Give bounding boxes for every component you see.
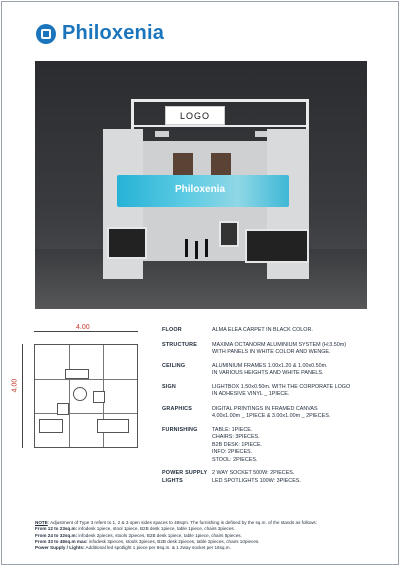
floor-plan <box>34 344 138 448</box>
plan-line <box>69 345 70 447</box>
banner-brand-text: Philoxenia <box>175 184 226 195</box>
spec-label: FURNISHING <box>162 427 198 433</box>
spec-value: ALMA ELEA CARPET IN BLACK COLOR. <box>212 327 313 333</box>
spec-label: GRAPHICS <box>162 406 193 412</box>
philoxenia-logo-icon <box>36 24 56 44</box>
spec-value: MAXIMA OCTANORM ALUMINIUM SYSTEM (H:3.50m) WITH PANELS IN WHITE COLOR AND WENGE. <box>212 342 347 356</box>
booth-sign <box>165 106 225 125</box>
depth-dimension-label: 4.00 <box>11 378 19 393</box>
note-line: From 12 to 23sq.m: infodesk 1piece, stool 1piece, B2B desk 1piece, table 1piece, chairs 3pieces. <box>35 526 235 532</box>
plan-counter <box>39 419 63 433</box>
plan-desk <box>65 369 89 379</box>
info-counter-left <box>107 227 147 259</box>
brand-logo <box>36 22 164 45</box>
truss-top <box>131 99 309 102</box>
spec-value: DIGITAL PRINTINGS IN FRAMED CANVAS 4.00x1.00m _ 1PIECE & 3.00x1.00m _ 2PIECES. <box>212 406 331 420</box>
truss-mid <box>131 125 309 127</box>
spec-value: LIGHTBOX 1.50x0.50m. WITH THE CORPORATE LOGO IN ADHESIVE VINYL _ 1PIECE. <box>212 384 351 398</box>
spec-label: POWER SUPPLY <box>162 470 208 476</box>
spec-value: TABLE: 1PIECE. CHAIRS: 3PIECES. B2B DESK: 1PIECE. INFO: 2PIECES. STOOL: 2PIECES. <box>212 427 263 463</box>
spec-label: STRUCTURE <box>162 342 198 348</box>
brand-name: Philoxenia <box>62 22 165 44</box>
ceiling-panel <box>155 131 169 137</box>
plan-table <box>73 387 87 401</box>
info-counter-right <box>245 229 309 263</box>
spec-label: LIGHTS <box>162 478 183 484</box>
note-intro: NOTE: Adjustment of Type 3 refers to 1, 2 & 3 open sides spaces to 48sqm. The furnishing is defined by the sq.m. of the stands as follows: <box>35 520 317 525</box>
b2b-desk <box>219 221 239 247</box>
width-dimension-label: 4.00 <box>76 324 90 331</box>
plan-line <box>35 413 137 414</box>
chair <box>205 239 208 257</box>
spec-label: FLOOR <box>162 327 182 333</box>
depth-dimension-line <box>22 344 23 448</box>
plan-chair <box>57 403 69 415</box>
graphic-banner <box>117 175 289 207</box>
plan-chair <box>93 391 105 403</box>
plan-line <box>35 379 137 380</box>
spec-value: LED SPOTLIGHTS 100W: 3PIECES. <box>212 478 301 484</box>
plan-counter <box>97 419 129 433</box>
note-line: From 24 to 32sq.m: infodesk 2pieces, stools 2pieces, B2B desk 1piece, table 1piece, chairs 5pieces. <box>35 532 242 538</box>
spec-value: ALUMINIUM FRAMES 1.00x1.20 & 1.00x0.50m. IN VARIOUS HEIGHTS AND WHITE PANELS. <box>212 363 328 377</box>
booth-sign-text: LOGO <box>179 110 210 121</box>
spec-label: SIGN <box>162 384 176 390</box>
spec-label: CEILING <box>162 363 186 369</box>
spec-value: 2 WAY SOCKET 500W: 2PIECES. <box>212 470 295 476</box>
booth-render <box>35 61 367 309</box>
note-line: From 33 to 48sq.m max: infodesk 3pieces, stools 3pieces, B2B desk 2pieces, table 2pieces, chairs 10pieces. <box>35 538 260 544</box>
stool <box>195 241 198 259</box>
width-dimension-line <box>34 331 138 340</box>
notes <box>35 520 385 551</box>
stool <box>185 239 188 257</box>
note-line: Power Supply / Lights: Additional led spotlight 1 piece per 8sq.m. & 1 2way socket per 16sq.m. <box>35 545 231 551</box>
